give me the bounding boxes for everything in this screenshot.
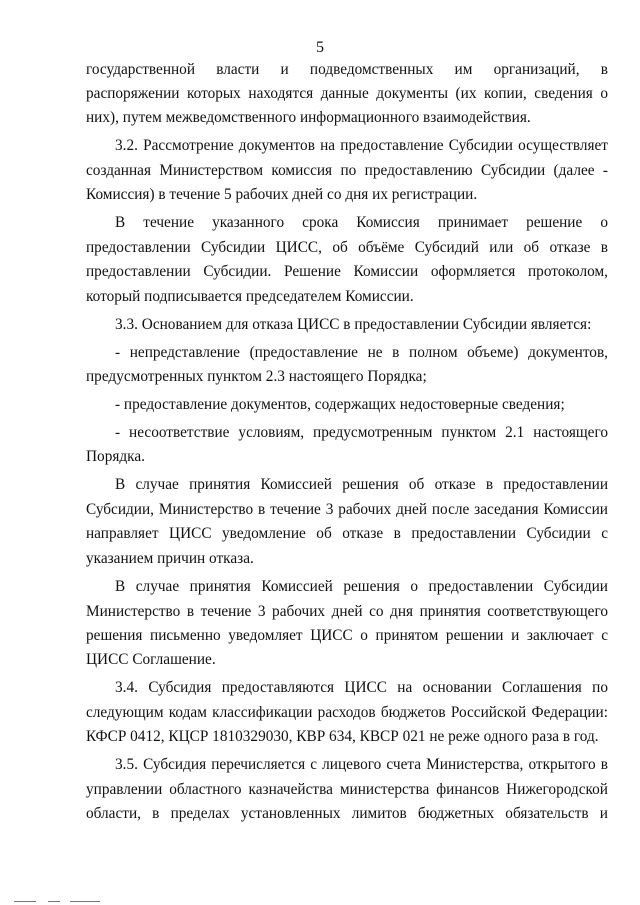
text-line: - непредставление (предоставление не в полном объеме) документов, — [115, 344, 608, 361]
text-line: Министерство в течение 3 рабочих дней со дня принятия соответствующего — [86, 603, 608, 620]
text-line: распоряжении которых находятся данные документы (их копии, сведения о — [86, 85, 608, 102]
text-line: КФСР 0412, КЦСР 1810329030, КВР 634, КВСР 021 не реже одного раза в год. — [86, 728, 599, 745]
text-line: указанием причин отказа. — [86, 550, 254, 567]
text-line: ЦИСС Соглашение. — [86, 651, 216, 668]
text-line: 3.3. Основанием для отказа ЦИСС в предоставлении Субсидии является: — [115, 316, 592, 333]
text-line: который подписывается председателем Комиссии. — [86, 288, 414, 305]
text-line: решения письменно уведомляет ЦИСС о принятом решении и заключает с — [86, 627, 608, 644]
text-line: созданная Министерством комиссия по предоставлению Субсидии (далее - — [86, 162, 608, 179]
text-line: предоставлении Субсидии. Решение Комиссии оформляется протоколом, — [86, 263, 608, 280]
text-line: - несоответствие условиям, предусмотренным пунктом 2.1 настоящего — [115, 424, 608, 441]
text-line: предусмотренных пунктом 2.3 настоящего Порядка; — [86, 368, 427, 385]
scan-edge-artifact — [0, 899, 640, 905]
text-line: следующим кодам классификации расходов бюджетов Российской Федерации: — [86, 704, 608, 721]
text-line: Субсидии, Министерство в течение 3 рабочих дней после заседания Комиссии — [86, 501, 608, 518]
text-line: них), путем межведомственного информационного взаимодействия. — [86, 109, 531, 126]
text-line: - предоставление документов, содержащих недостоверные сведения; — [115, 396, 565, 413]
text-line: 3.4. Субсидия предоставляются ЦИСС на основании Соглашения по — [115, 679, 608, 696]
text-line: Порядка. — [86, 448, 145, 465]
text-line: В случае принятия Комиссией решения о предоставлении Субсидии — [115, 578, 608, 595]
text-line: В случае принятия Комиссией решения об отказе в предоставлении — [115, 476, 608, 493]
text-line: направляет ЦИСС уведомление об отказе в предоставлении Субсидии с — [86, 525, 608, 542]
text-line: Комиссия) в течение 5 рабочих дней со дня их регистрации. — [86, 186, 478, 203]
text-line: 3.5. Субсидия перечисляется с лицевого счета Министерства, открытого в — [115, 756, 608, 773]
text-line: 3.2. Рассмотрение документов на предоставление Субсидии осуществляет — [115, 137, 608, 154]
text-line: государственной власти и подведомственных им организаций, в — [86, 61, 608, 78]
text-line: управлении областного казначейства министерства финансов Нижегородской — [86, 781, 608, 798]
page-number: 5 — [316, 39, 324, 56]
text-line: области, в пределах установленных лимитов бюджетных обязательств и — [86, 805, 608, 822]
text-line: В течение указанного срока Комиссия принимает решение о — [115, 214, 608, 231]
text-line: предоставлении Субсидии ЦИСС, об объёме Субсидий или об отказе в — [86, 239, 608, 256]
